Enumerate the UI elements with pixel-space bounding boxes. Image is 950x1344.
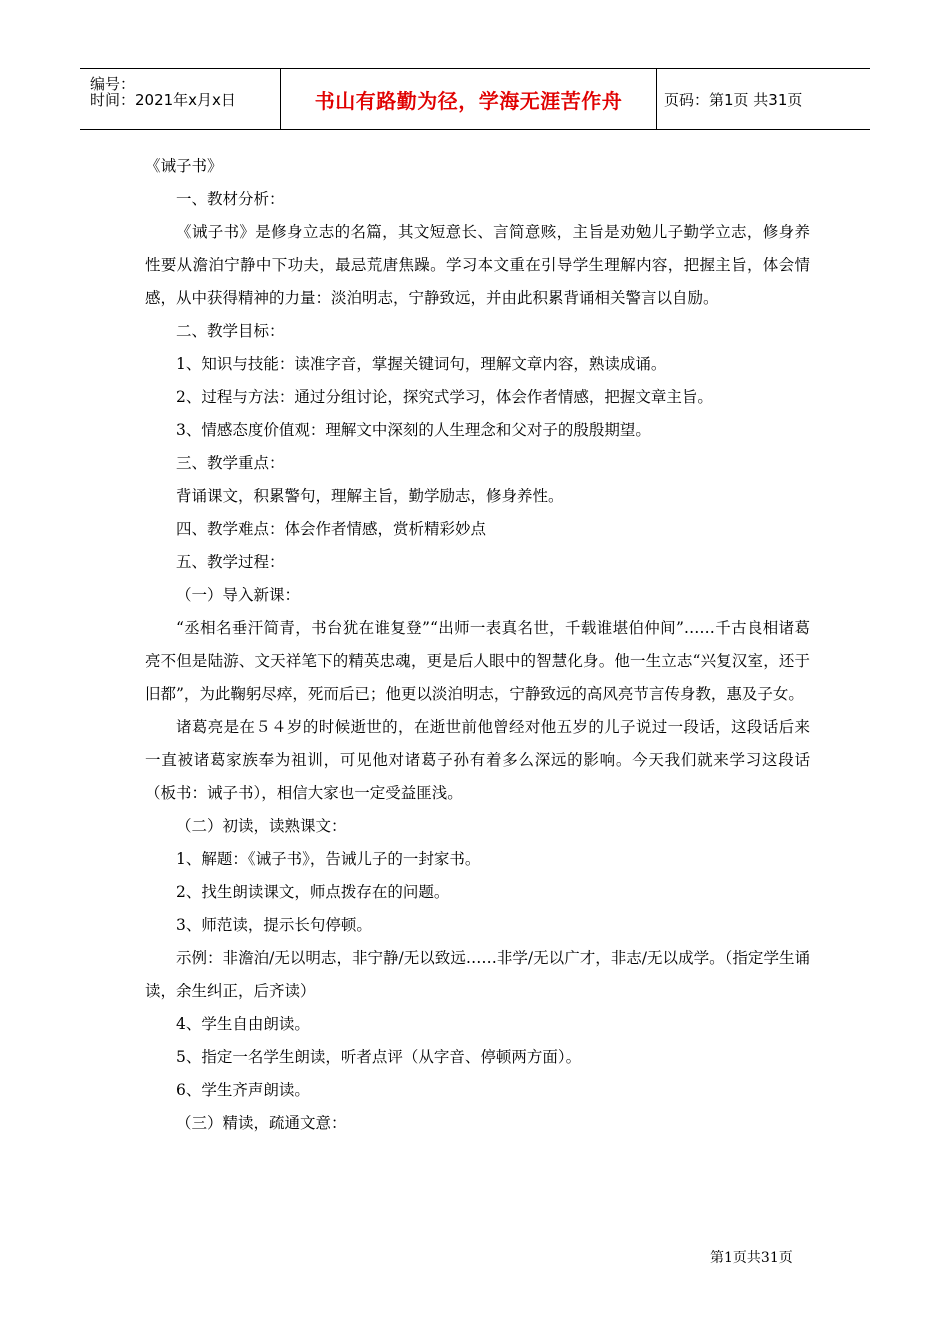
- body-paragraph: 一、教材分析：: [176, 190, 285, 208]
- body-paragraph: （一）导入新课：: [176, 586, 301, 604]
- body-paragraph: 3、情感态度价值观：理解文中深刻的人生理念和父对子的殷殷期望。: [176, 421, 651, 439]
- body-paragraph: 四、教学难点：体会作者情感，赏析精彩妙点: [176, 520, 487, 538]
- document-body: [145, 150, 810, 1140]
- body-paragraph: （三）精读，疏通文意：: [176, 1114, 347, 1132]
- body-paragraph: 1、知识与技能：读准字音，掌握关键词句，理解文章内容，熟读成诵。: [176, 355, 667, 373]
- body-paragraph: 三、教学重点：: [176, 454, 285, 472]
- body-paragraph: 2、找生朗读课文，师点拨存在的问题。: [176, 883, 450, 901]
- body-paragraph: 示例：非澹泊/无以明志，非宁静/无以致远……非学/无以广才，非志/无以成学。（指定学生诵读，余生纠正，后齐读）: [145, 949, 810, 1000]
- body-paragraph: 4、学生自由朗读。: [176, 1015, 310, 1033]
- body-paragraph: （二）初读，读熟课文：: [176, 817, 347, 835]
- document-title: 《诫子书》: [145, 157, 223, 175]
- document-code-label: 编号：: [90, 75, 136, 93]
- body-paragraph: 五、教学过程：: [176, 553, 285, 571]
- header-meta-cell: [80, 69, 280, 129]
- body-paragraph: 诸葛亮是在５４岁的时候逝世的，在逝世前他曾经对他五岁的儿子说过一段话，这段话后来一直被诸葛家族奉为祖训，可见他对诸葛子孙有着多么深远的影响。今天我们就来学习这段话（板书：诫子书），相信大家也一定受益匪浅。: [145, 718, 810, 802]
- body-paragraph: 3、师范读，提示长句停顿。: [176, 916, 372, 934]
- body-paragraph: 背诵课文，积累警句，理解主旨，勤学励志，修身养性。: [176, 487, 564, 505]
- header-motto-cell: [280, 69, 657, 129]
- body-paragraph: 2、过程与方法：通过分组讨论，探究式学习，体会作者情感，把握文章主旨。: [176, 388, 713, 406]
- body-paragraph: 1、解题：《诫子书》，告诫儿子的一封家书。: [176, 850, 481, 868]
- document-header: [80, 68, 870, 130]
- body-paragraph: 《诫子书》是修身立志的名篇，其文短意长、言简意赅，主旨是劝勉儿子勤学立志，修身养性要从澹泊宁静中下功夫，最忌荒唐焦躁。学习本文重在引导学生理解内容，把握主旨，体会情感，从中获得精神的力量：淡泊明志，宁静致远，并由此积累背诵相关警言以自励。: [145, 223, 810, 307]
- body-paragraph: 5、指定一名学生朗读，听者点评（从字音、停顿两方面）。: [176, 1048, 582, 1066]
- header-page-info: 页码：第1页 共31页: [664, 90, 803, 109]
- header-motto: 书山有路勤为径，学海无涯苦作舟: [314, 88, 623, 113]
- header-page-cell: [657, 69, 870, 129]
- document-time-label: 时间：2021年x月x日: [90, 91, 236, 109]
- body-paragraph: 6、学生齐声朗读。: [176, 1081, 310, 1099]
- body-paragraph: 二、教学目标：: [176, 322, 285, 340]
- body-paragraph: “丞相名垂汗简青，书台犹在谁复登”“出师一表真名世，千载谁堪伯仲间”……千古良相诸葛亮不但是陆游、文天祥笔下的精英忠魂，更是后人眼中的智慧化身。他一生立志“兴复汉室，还于旧都”，为此鞠躬尽瘁，死而后已；他更以淡泊明志，宁静致远的高风亮节言传身教，惠及子女。: [145, 619, 810, 703]
- page-footer: 第1页共31页: [710, 1250, 793, 1266]
